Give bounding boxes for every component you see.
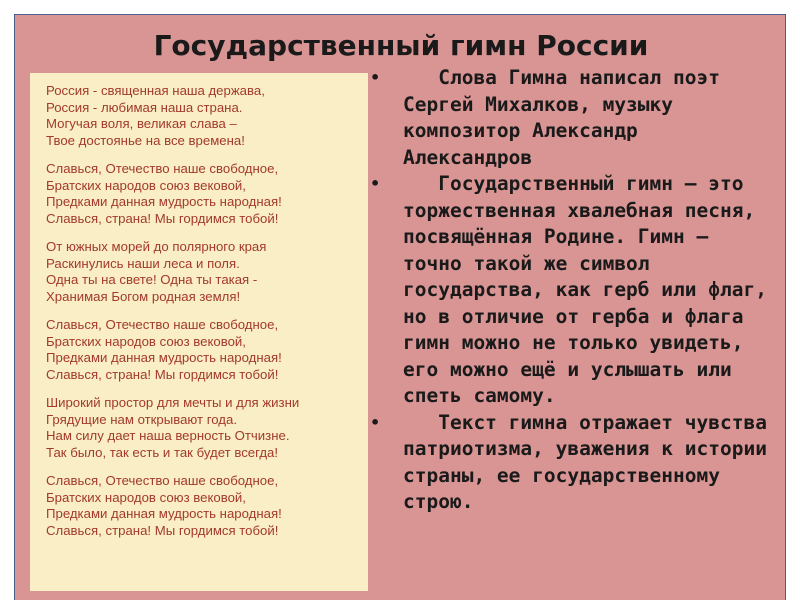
lyrics-line: Славься, Отечество наше свободное,	[46, 317, 279, 332]
bullet-text: Текст гимна отражает чувства патриотизма, уважения к истории страны, ее государственному строю.	[403, 410, 767, 513]
anthem-lyrics-panel	[30, 73, 368, 591]
lyrics-line: Грядущие нам открывают года.	[46, 411, 237, 427]
lyrics-line: Братских народов союз вековой,	[46, 333, 246, 349]
lyrics-line: Братских народов союз вековой,	[46, 489, 246, 505]
lyrics-stanza	[46, 317, 368, 383]
lyrics-stanzas	[46, 83, 368, 539]
lyrics-line: Славься, страна! Мы гордимся тобой!	[46, 522, 279, 538]
bullet-marker: •	[370, 68, 381, 87]
lyrics-line: Предками данная мудрость народная!	[46, 350, 282, 365]
lyrics-stanza	[46, 395, 368, 461]
slide-title: Государственный гимн России	[153, 29, 649, 62]
slide	[14, 14, 786, 600]
lyrics-line: Россия - любимая наша страна.	[46, 99, 243, 115]
lyrics-line: Предками данная мудрость народная!	[46, 194, 282, 209]
lyrics-line: Славься, Отечество наше свободное,	[46, 473, 279, 488]
lyrics-stanza	[46, 239, 368, 305]
lyrics-stanza	[46, 83, 368, 149]
bullet-list	[370, 65, 775, 516]
lyrics-stanza	[46, 161, 368, 227]
lyrics-line: Россия - священная наша держава,	[46, 83, 265, 98]
lyrics-line: Братских народов союз вековой,	[46, 177, 246, 193]
lyrics-line: Одна ты на свете! Одна ты такая -	[46, 272, 258, 287]
bullet-item-definition	[370, 171, 775, 410]
bullet-text: Государственный гимн — это торжественная хвалебная песня, посвящённая Родине. Гимн — точно такой же символ государства, как герб или флаг, но в отличие от герба и флага гимн можно не только увидеть, его можно ещё и услышать или спеть самому.	[403, 172, 767, 407]
lyrics-line: Нам силу дает наша верность Отчизне.	[46, 428, 290, 443]
lyrics-line: Предками данная мудрость народная!	[46, 506, 282, 521]
bullet-item-authors	[370, 65, 775, 171]
lyrics-line: Так было, так есть и так будет всегда!	[46, 444, 279, 460]
lyrics-stanza	[46, 473, 368, 539]
lyrics-line: Широкий простор для мечты и для жизни	[46, 395, 300, 410]
lyrics-line: Твое достоянье на все времена!	[46, 132, 245, 148]
bullet-text: Слова Гимна написал поэт Сергей Михалков, музыку композитор Александр Александров	[403, 66, 720, 169]
lyrics-line: Могучая воля, великая слава –	[46, 116, 237, 131]
lyrics-line: От южных морей до полярного края	[46, 239, 267, 254]
lyrics-line: Славься, Отечество наше свободное,	[46, 161, 279, 176]
lyrics-line: Славься, страна! Мы гордимся тобой!	[46, 210, 279, 226]
lyrics-line: Хранимая Богом родная земля!	[46, 288, 241, 304]
bullet-marker: •	[370, 412, 381, 432]
lyrics-line: Славься, страна! Мы гордимся тобой!	[46, 366, 279, 382]
lyrics-line: Раскинулись наши леса и поля.	[46, 255, 240, 271]
bullet-marker: •	[370, 174, 381, 193]
bullet-item-meaning	[370, 410, 775, 516]
